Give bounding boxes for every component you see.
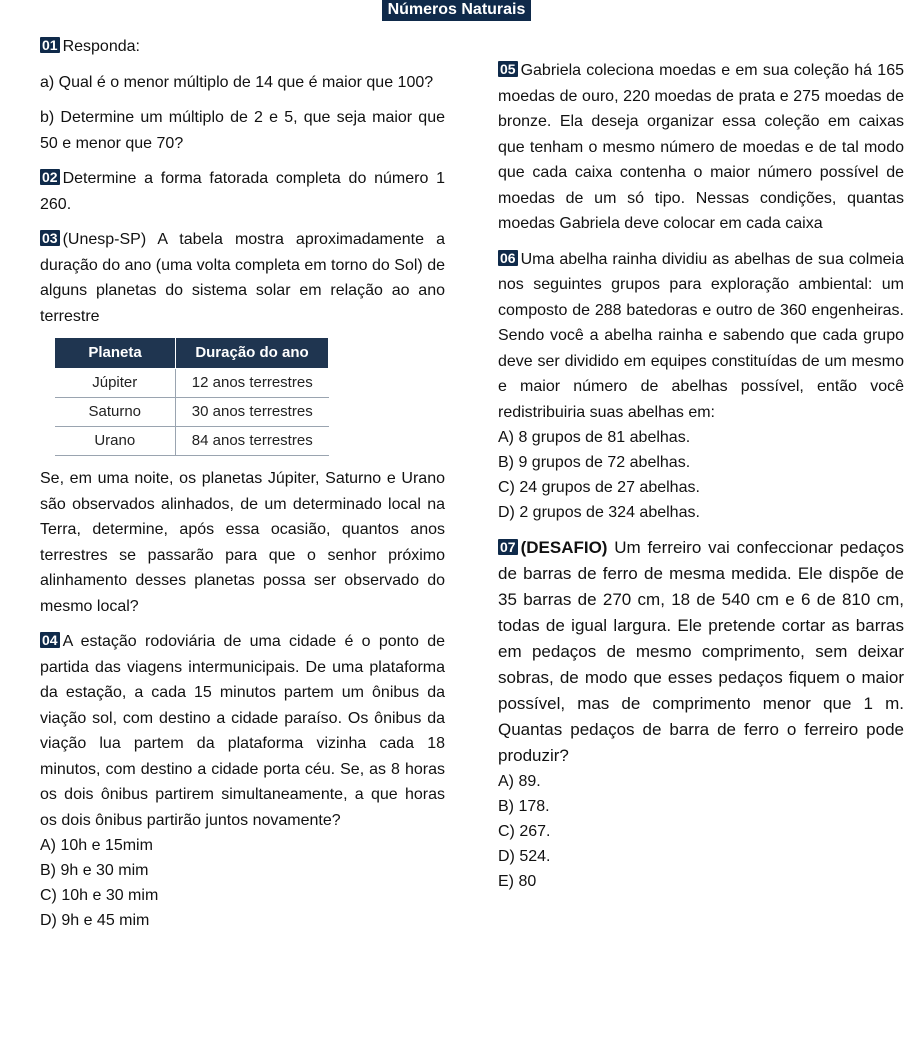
question-3-followup: Se, em uma noite, os planetas Júpiter, Saturno e Urano são observados alinhados, de um determinado local na Terra, determine, após essa ocasião, quantos anos terrestres se passarão para que o senhor próximo alinhamento desses planetas possa ser observado do mesmo local? [40, 470, 445, 615]
question-4-text: A estação rodoviária de uma cidade é o ponto de partida das viagens intermunicipais. De uma plataforma da estação, a cada 15 minutos partem um ônibus da viação sol, com destino a cidade paraíso. Os ônibus da viação lua partem da plataforma vizinha cada 18 minutos, com destino a cidade porta céu. Se, as 8 horas os dois ônibus partirem simultaneamente, a que horas os dois ônibus partirão juntos novamente? [40, 633, 445, 829]
option-c: C) 10h e 30 mim [40, 887, 159, 904]
question-7-text: Um ferreiro vai confeccionar pedaços de barras de ferro de mesma medida. Ele dispõe de 35 barras de 270 cm, 18 de 540 cm e 6 de 810 cm, todas de igual largura. Ele pretende cortar as barras em pedaços de mesmo comprimento, sem deixar sobras, de modo que esses pedaços fiquem o maior possível, mas de comprimento menor que 1 m. Quantas pedaços de barra de ferro o ferreiro pode produzir? [498, 538, 904, 765]
question-1a: a) Qual é o menor múltiplo de 14 que é maior que 100? [40, 73, 434, 91]
question-number-badge: 06 [500, 249, 516, 266]
option-a: A) 8 grupos de 81 abelhas. [498, 429, 691, 446]
option-c: C) 267. [498, 823, 551, 840]
left-column [40, 34, 445, 933]
table-header-row [55, 338, 329, 369]
option-b: B) 178. [498, 798, 550, 815]
table-row [55, 427, 329, 456]
question-number-badge: 02 [42, 169, 58, 185]
option-d: D) 9h e 45 mim [40, 912, 150, 929]
option-d: D) 2 grupos de 324 abelhas. [498, 504, 700, 521]
option-a: A) 89. [498, 773, 541, 790]
question-1-title: Responda: [62, 38, 140, 55]
question-number-badge: 01 [42, 37, 58, 53]
table-cell-duration: 30 anos terrestres [176, 398, 329, 427]
option-a: A) 10h e 15mim [40, 837, 153, 854]
table-header-planet: Planeta [55, 338, 176, 369]
table-cell-planet: Saturno [55, 398, 176, 427]
question-6 [498, 247, 904, 426]
question-3 [40, 227, 445, 329]
question-3-text: (Unesp-SP) A tabela mostra aproximadamente a duração do ano (uma volta completa em torno do Sol) de alguns planetas do sistema solar em relação ao ano terrestre [40, 231, 445, 325]
table-cell-duration: 12 anos terrestres [176, 369, 329, 398]
table-header-duration: Duração do ano [176, 338, 329, 369]
question-number-badge: 04 [42, 632, 58, 648]
option-b: B) 9 grupos de 72 abelhas. [498, 454, 691, 471]
question-number-badge: 03 [42, 230, 58, 246]
option-b: B) 9h e 30 mim [40, 862, 149, 879]
table-row [55, 369, 329, 398]
question-4 [40, 629, 445, 833]
option-e: E) 80 [498, 873, 537, 890]
planet-table [54, 337, 329, 456]
question-7-label: (DESAFIO) [520, 538, 608, 557]
right-column [498, 58, 904, 894]
table-cell-planet: Urano [55, 427, 176, 456]
option-d: D) 524. [498, 848, 551, 865]
table-cell-duration: 84 anos terrestres [176, 427, 329, 456]
page-title: Números Naturais [382, 0, 532, 21]
question-2 [40, 166, 445, 217]
question-1-heading [40, 34, 445, 60]
question-2-text: Determine a forma fatorada completa do número 1 260. [40, 170, 445, 213]
question-6-text: Uma abelha rainha dividiu as abelhas de sua colmeia nos seguintes grupos para exploração ambiental: um composto de 288 batedoras e outro de 360 engenheiras. Sendo você a abelha rainha e sabendo que cada grupo deve ser dividido em equipes constituídas de um mesmo e maior número de abelhas possível, então você redistribuiria suas abelhas em: [498, 250, 904, 421]
question-5-text: Gabriela coleciona moedas e em sua coleção há 165 moedas de ouro, 220 moedas de prata e 275 moedas de bronze. Ela deseja organizar essa coleção em caixas que tenham o mesmo número de moedas e de tal modo que cada caixa contenha o maior número possível de moedas de um só tipo. Nessas condições, quantas moedas Gabriela deve colocar em cada caixa [498, 62, 904, 232]
title-bar [0, 0, 913, 21]
question-7 [498, 535, 904, 769]
question-1b: b) Determine um múltiplo de 2 e 5, que seja maior que 50 e menor que 70? [40, 109, 445, 152]
question-5 [498, 58, 904, 237]
option-c: C) 24 grupos de 27 abelhas. [498, 479, 700, 496]
question-number-badge: 05 [500, 61, 516, 77]
table-cell-planet: Júpiter [55, 369, 176, 398]
question-number-badge: 07 [500, 539, 516, 555]
table-row [55, 398, 329, 427]
